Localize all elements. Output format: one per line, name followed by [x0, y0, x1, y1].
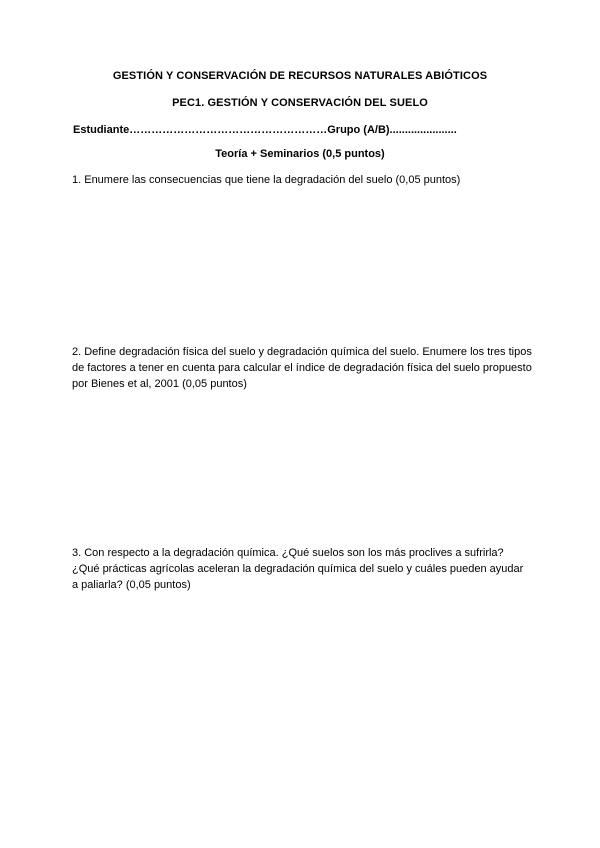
question-3: 3. Con respecto a la degradación química. ¿Qué suelos son los más proclives a sufrirla? ¿Qué prácticas agrícolas aceleran la degradación química del suelo y cuáles pueden ayudar a paliarla? (0,05 puntos) [72, 547, 524, 591]
question-2: 2. Define degradación física del suelo y degradación química del suelo. Enumere los tres tipos de factores a tener en cuenta para calcular el índice de degradación física del suelo propuesto por Bienes et al, 2001 (0,05 puntos) [72, 346, 532, 390]
assignment-title: PEC1. GESTIÓN Y CONSERVACIÓN DEL SUELO [172, 97, 428, 109]
course-title: GESTIÓN Y CONSERVACIÓN DE RECURSOS NATURALES ABIÓTICOS [112, 70, 488, 82]
question-1: 1. Enumere las consecuencias que tiene la degradación del suelo (0,05 puntos) [72, 174, 461, 186]
section-title: Teoría + Seminarios (0,5 puntos) [215, 148, 385, 160]
student-group-line: Estudiante………………………………………………Grupo (A/B)...................... [73, 124, 457, 136]
